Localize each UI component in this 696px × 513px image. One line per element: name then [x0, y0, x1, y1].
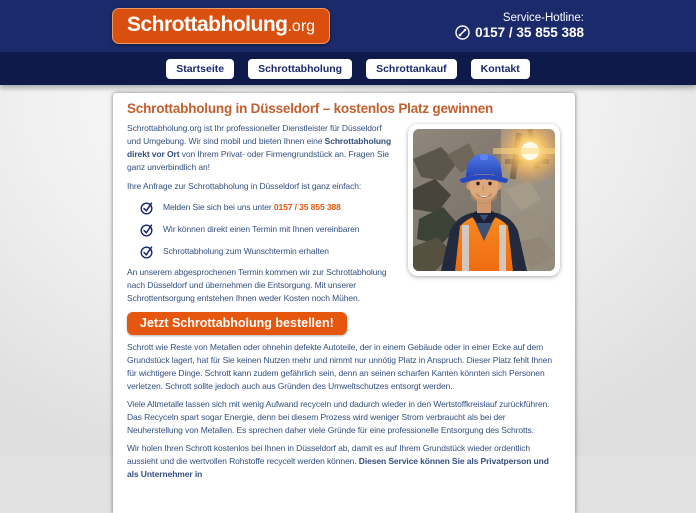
checklist-item-1-text: Melden Sie sich bei uns unter	[163, 202, 274, 212]
nav-item-schrottabholung[interactable]: Schrottabholung	[248, 59, 352, 79]
phone-icon	[455, 25, 470, 40]
checklist-item-contact	[140, 200, 396, 215]
service-paragraph-text: Wir holen Ihren Schrott kostenlos bei Ihnen in Düsseldorf ab, damit es auf Ihrem Grundstück wieder ordentlich aussieht und die wertvollen Rohstoffe recycelt werden können.	[127, 443, 530, 466]
intro-paragraph-text: Schrottabholung.org ist Ihr professioneller Dienstleister für Düsseldorf und Umgebung. Wir sind mobil und bieten Ihnen eine	[127, 123, 382, 146]
intro-paragraph-bold: Schrottabholung direkt vor Ort	[127, 136, 392, 159]
nav-item-schrottankauf[interactable]: Schrottankauf	[366, 59, 457, 79]
checklist-item-text	[163, 200, 341, 215]
schrott-info-paragraph: Schrott wie Reste von Metallen oder ohnehin defekte Autoteile, der in einem Gebäude oder in einer Ecke auf dem Grundstück lagert, hat für Sie keinen Nutzen mehr und nimmt nur unnötig Platz in Anspruch. Dieser Platz fehlt Ihnen für wichtigere Dinge. Schrott kann zudem gefährlich sein, denn an seinen scharfen Kanten könnten sich Personen verletzen. Schrott sollte jedoch auch aus Gründen des Umweltschutzes entsorgt werden.	[127, 342, 553, 391]
checklist-item-termin	[140, 222, 396, 237]
checklist-item-wunschtermin	[140, 244, 396, 259]
checklist-item-text	[163, 244, 329, 259]
termin-paragraph: An unserem abgesprochenen Termin kommen wir zur Schrottabholung nach Düsseldorf und übernehmen die Entsorgung. Mit unserer Schrottentsorgung entstehen Ihnen weder Kosten noch Mühen.	[127, 267, 387, 303]
page-background	[0, 85, 696, 479]
site-logo-main: Schrottabholung	[127, 13, 288, 36]
hotline-phone-link[interactable]	[455, 25, 584, 40]
service-paragraph-bold: Diesen Service können Sie als Privatperson und als Unternehmer in	[127, 456, 549, 479]
site-header	[0, 0, 696, 52]
checklist-item-3-text: Schrottabholung zum Wunschtermin erhalten	[163, 246, 329, 256]
hotline-label: Service-Hotline:	[502, 12, 584, 24]
site-logo-suffix: .org	[287, 18, 316, 35]
check-circle-icon	[140, 223, 154, 237]
check-circle-icon	[140, 201, 154, 215]
content-card	[113, 93, 575, 513]
site-logo[interactable]	[112, 8, 330, 44]
checklist-item-text	[163, 222, 359, 237]
check-circle-icon	[140, 245, 154, 259]
checklist-item-1-phone[interactable]: 0157 / 35 855 388	[273, 202, 341, 212]
worker-photo	[408, 124, 560, 276]
service-hotline	[455, 12, 584, 40]
checklist-intro: Ihre Anfrage zur Schrottabholung in Düsseldorf ist ganz einfach:	[127, 181, 362, 191]
hotline-number: 0157 / 35 855 388	[475, 25, 584, 40]
intro-paragraph-text-2: von Ihrem Privat- oder Firmengrundstück an. Fragen Sie ganz unverbindlich an!	[127, 149, 389, 172]
recycling-paragraph: Viele Altmetalle lassen sich mit wenig Aufwand recyceln und dadurch wieder in den Wertstoffkreislauf zurückführen. Das Recyceln spart sogar Energie, denn bei diesem Prozess wird weniger Strom verbraucht als bei der Neuherstellung von Metallen. Es sprechen daher viele Gründe für eine professionelle Entsorgung des Schrotts.	[127, 399, 550, 435]
page-title: Schrottabholung in Düsseldorf – kostenlos Platz gewinnen	[127, 101, 494, 116]
nav-item-startseite[interactable]: Startseite	[166, 59, 234, 79]
service-paragraph	[127, 442, 560, 481]
checklist-item-2-text: Wir können direkt einen Termin mit Ihnen vereinbaren	[163, 224, 360, 234]
order-scrap-pickup-button[interactable]: Jetzt Schrottabholung bestellen!	[127, 312, 347, 335]
main-nav	[0, 52, 696, 85]
nav-item-kontakt[interactable]: Kontakt	[471, 59, 530, 79]
